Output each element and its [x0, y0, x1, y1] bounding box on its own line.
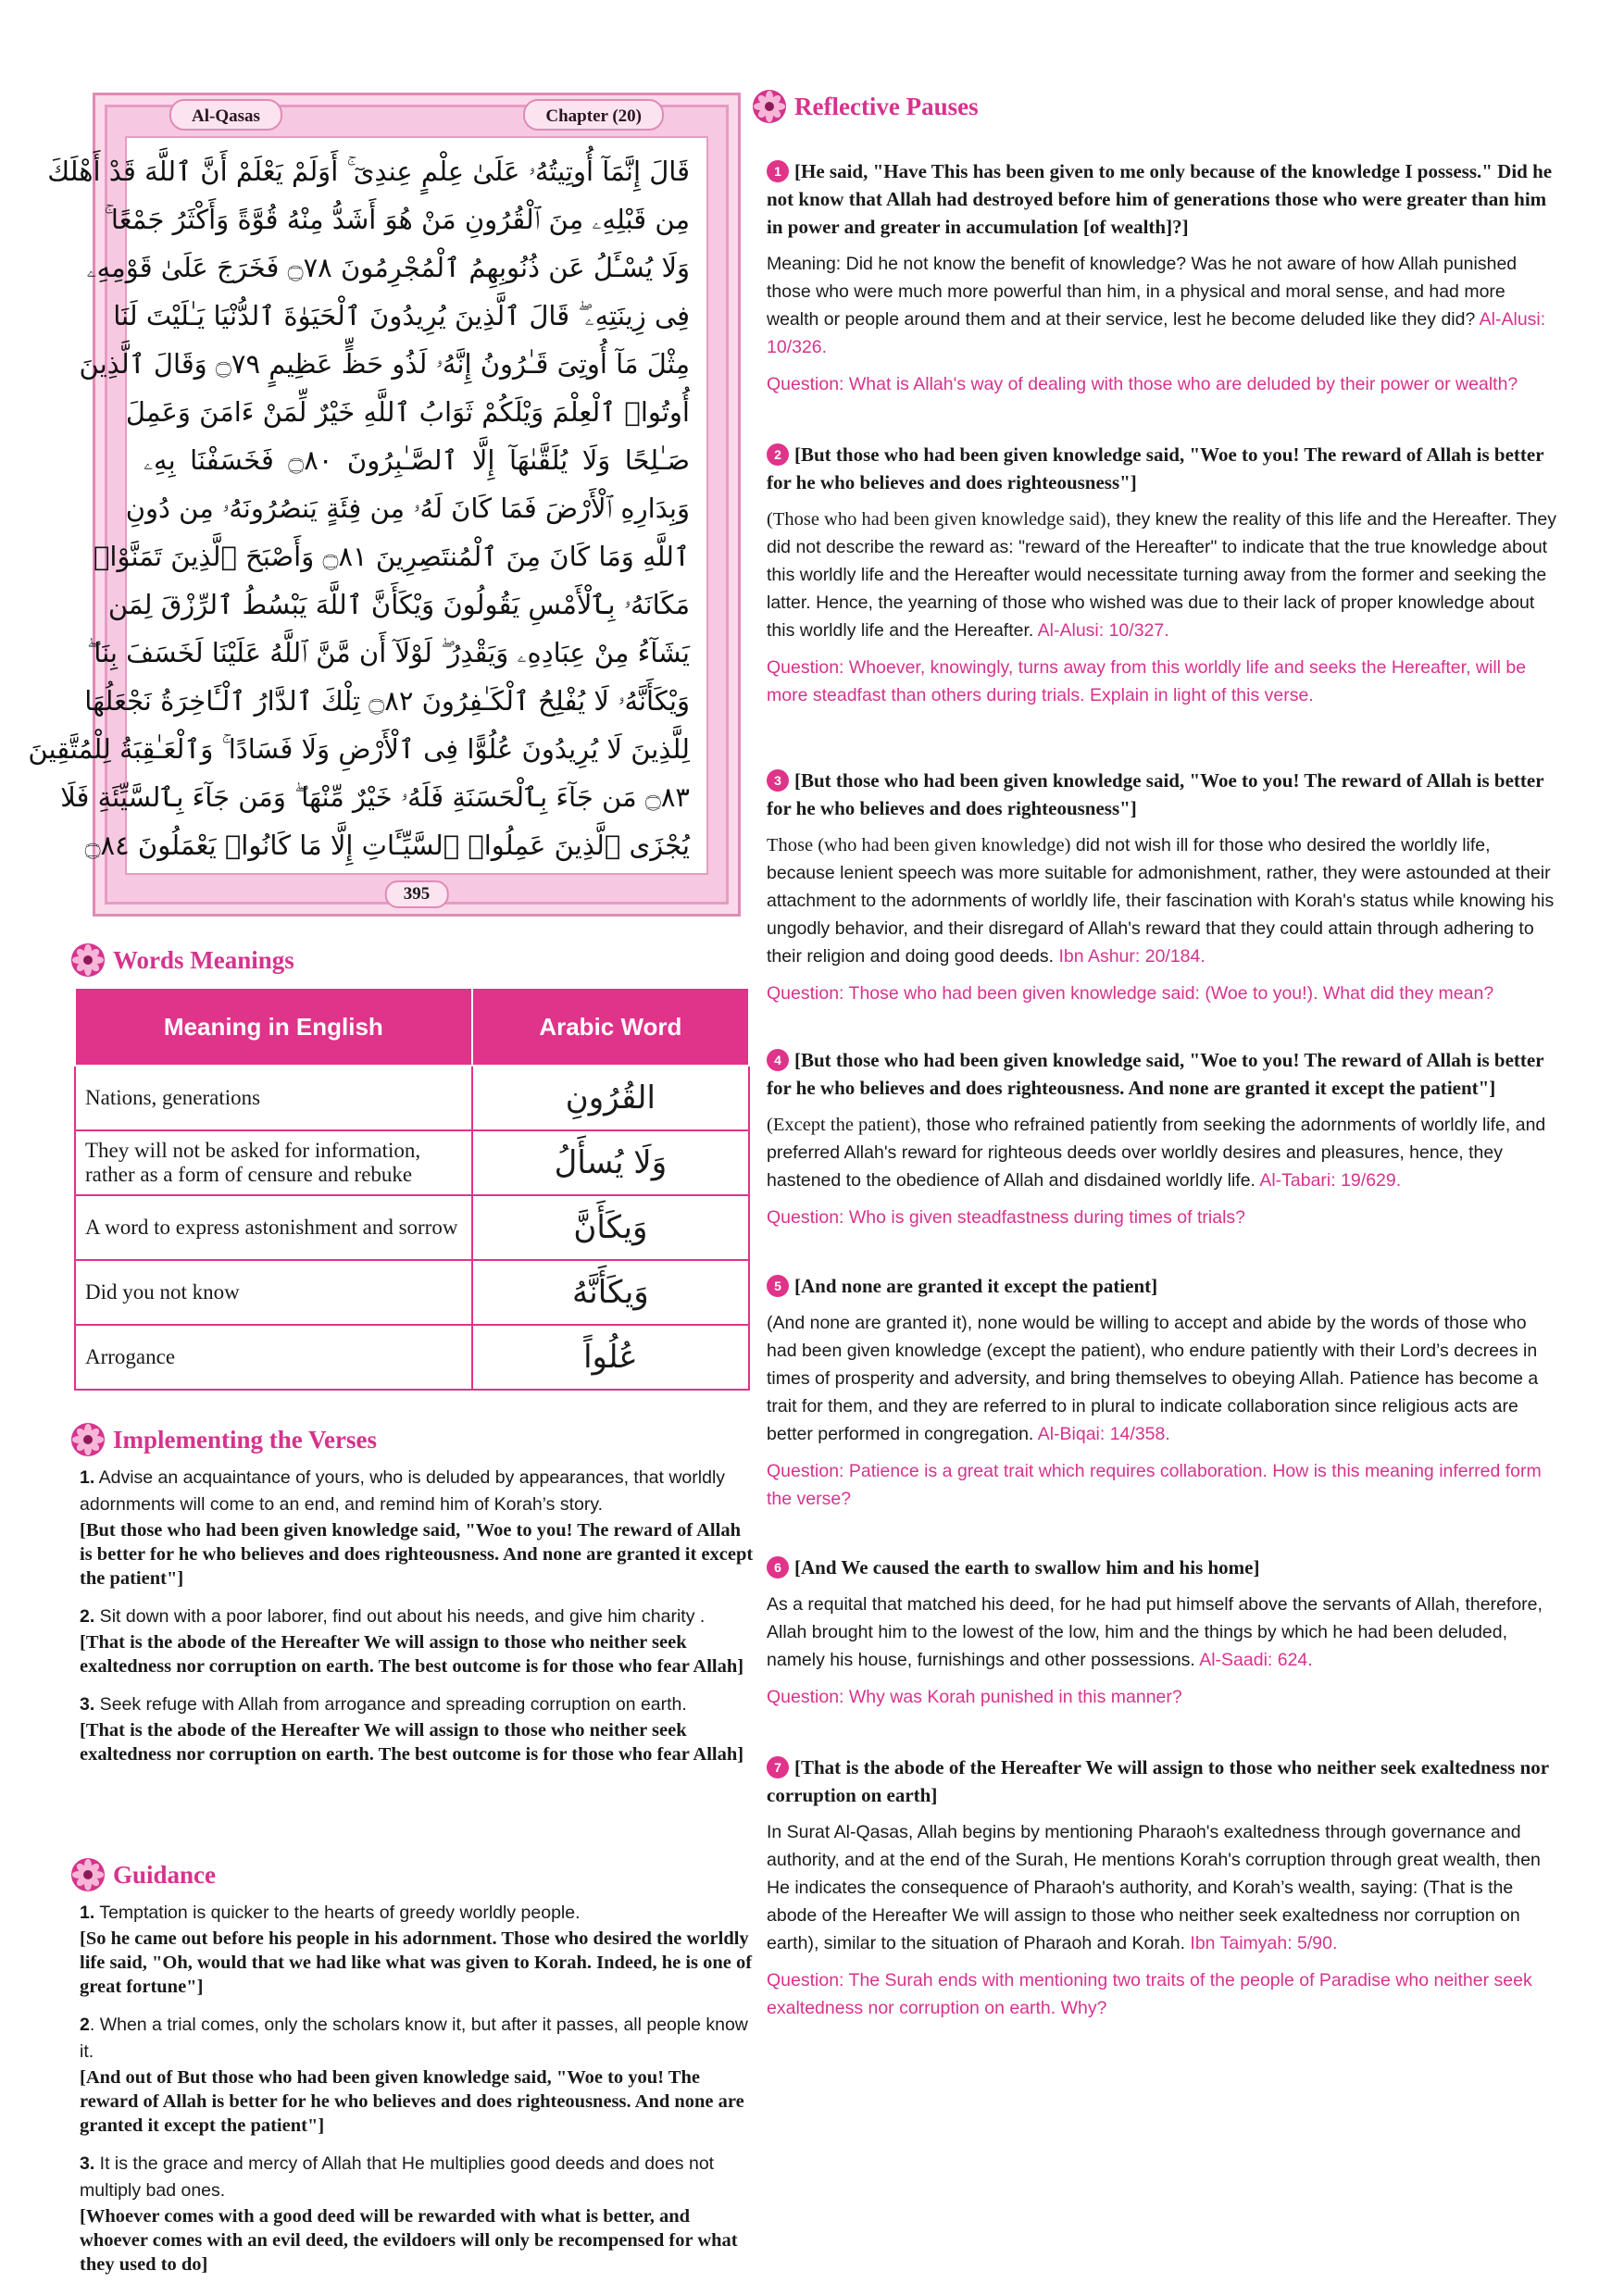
verse-line: مِثْلَ مَآ أُوتِىَ قَـٰرُونُ إِنَّهُۥ لَذُو حَظٍّ عَظِيمٍ ۝٧٩ وَقَالَ ٱلَّذِينَ	[79, 348, 690, 380]
entry-number-badge: 4	[767, 1049, 789, 1071]
entry-question: Question: Who is given steadfastness during times of trials?	[767, 1207, 1245, 1228]
entry-question: Question: What is Allah's way of dealing with those who are deluded by their power or wealth?	[767, 374, 1518, 394]
reflection-entry	[767, 1554, 1558, 1711]
arabic-word-cell: وَيكَأَنَّ	[472, 1195, 749, 1260]
meaning-cell: Arrogance	[75, 1325, 472, 1390]
entry-body: , they knew the reality of this life and the Hereafter. They did not describe the reward as: "reward of the Hereafter" to indicate that the true knowledge about this worldly life and the Hereafter would necessitate turning away from the former and seeking the latter. Hence, the yearning of those who wished was due to their lack of proper knowledge about this worldly life and the Hereafter.	[767, 509, 1556, 641]
header-meaning-english: Meaning in English	[75, 988, 472, 1066]
entry-body: As a requital that matched his deed, for he had put himself above the servants of Allah, therefore, Allah brought him to the lowest of the low, him and the things by which he had been deluded, namely his house, furnishings and other possessions.	[767, 1594, 1543, 1670]
entry-reference: Al-Saadi: 624.	[1199, 1650, 1313, 1670]
entry-question: Question: The Surah ends with mentioning two traits of the people of Paradise who neither seek exaltedness nor corruption on earth. Why?	[767, 1970, 1532, 2018]
item-number: 3.	[80, 2153, 95, 2174]
reflection-entry	[767, 767, 1558, 1007]
item-text: Advise an acquaintance of yours, who is deluded by appearances, that worldly adornments will come to an end, and remind him of Korah’s story.	[80, 1467, 726, 1515]
quran-page-image	[28, 93, 741, 917]
entry-reference: Al-Alusi: 10/327.	[1037, 620, 1169, 641]
verse-line: مَكَانَهُۥ بِٱلْأَمْسِ يَقُولُونَ وَيْكَأَنَّ ٱللَّهَ يَبْسُطُ ٱلرِّزْقَ لِمَن	[107, 589, 690, 620]
item-number: 2	[80, 2015, 90, 2035]
verse-line: قَالَ إِنَّمَآ أُوتِيتُهُۥ عَلَىٰ عِلْمٍ عِندِىٓ ۚ أَوَلَمْ يَعْلَمْ أَنَّ ٱللَّهَ قَدْ أَهْلَكَ	[47, 156, 690, 187]
verse-line: ۝٨٣ مَن جَآءَ بِٱلْحَسَنَةِ فَلَهُۥ خَيْرٌ مِّنْهَا ۖ وَمَن جَآءَ بِٱلسَّيِّئَةِ فَلَا	[60, 781, 690, 813]
item-number: 1.	[80, 1903, 95, 1923]
guidance-list	[80, 1900, 756, 2290]
item-verse: [So he came out before his people in his adornment. Those who desired the worldly life said, "Oh, would that we had like what was given to Korah. Indeed, he is one of great fortune"]	[80, 1928, 753, 1997]
entry-body: did not wish ill for those who desired the worldly life, because lenient speech was more suitable for admonishment, rather, they were astounded at their attachment to the adornments of worldly life, their fascination with Korah's status while knowing his ungodly behavior, and their disregard of Allah's reward that they could attain through adhering to their religion and doing good deeds.	[767, 835, 1555, 967]
item-verse: [That is the abode of the Hereafter We will assign to those who neither seek exaltedness nor corruption on earth. The best outcome is for those who fear Allah]	[80, 1720, 744, 1765]
verse-line: ٱللَّهِ وَمَا كَانَ مِنَ ٱلْمُنتَصِرِينَ ۝٨١ وَأَصْبَحَ ٱلَّذِينَ تَمَنَّوْا۟	[94, 541, 690, 572]
entry-number-badge: 3	[767, 769, 789, 792]
entry-question: Question: Patience is a great trait which requires collaboration. How is this meaning inferred form the verse?	[767, 1461, 1542, 1509]
reflection-entry	[767, 1046, 1558, 1231]
section-title: Words Meanings	[113, 945, 294, 974]
entry-question: Question: Those who had been given knowledge said: (Woe to you!). What did they mean?	[767, 983, 1494, 1004]
entry-number-badge: 7	[767, 1756, 789, 1778]
flower-icon	[70, 1857, 106, 1892]
item-text: Temptation is quicker to the hearts of greedy worldly people.	[94, 1903, 581, 1923]
entry-verse: [But those who had been given knowledge said, "Woe to you! The reward of Allah is better for he who believes and does righteousness"]	[767, 769, 1544, 819]
entry-body-quote: Those (who had been given knowledge)	[767, 835, 1071, 855]
entry-number-badge: 6	[767, 1556, 789, 1578]
entry-body: Meaning: Did he not know the benefit of knowledge? Was he not aware of how Allah punished those who were much more powerful than him, in a physical and moral sense, and had more wealth or people around them and at their service, lest he become deluded like they did?	[767, 254, 1518, 330]
meaning-cell: Did you not know	[75, 1260, 472, 1325]
item-text: . When a trial comes, only the scholars know it, but after it passes, all people know it.	[80, 2015, 748, 2062]
table-row	[75, 1195, 749, 1260]
verse-line: فِى زِينَتِهِۦ ۖ قَالَ ٱلَّذِينَ يُرِيدُونَ ٱلْحَيَوٰةَ ٱلدُّنْيَا يَـٰلَيْتَ لَنَا	[113, 300, 690, 331]
reflection-entry	[767, 441, 1558, 709]
item-verse: [But those who had been given knowledge said, "Woe to you! The reward of Allah is better for he who believes and does righteousness. And none are granted it except the patient"]	[80, 1520, 754, 1589]
guidance-heading	[70, 1857, 216, 1892]
entry-reference: Al-Tabari: 19/629.	[1259, 1170, 1402, 1191]
entry-verse: [But those who had been given knowledge said, "Woe to you! The reward of Allah is better for he who believes and does righteousness"]	[767, 443, 1544, 493]
implementing-list	[80, 1465, 756, 1779]
verse-line: أُوتُوا۟ ٱلْعِلْمَ وَيْلَكُمْ ثَوَابُ ٱللَّهِ خَيْرٌ لِّمَنْ ءَامَنَ وَعَمِلَ	[125, 396, 690, 428]
item-verse: [And out of But those who had been given knowledge said, "Woe to you! The reward of Allah is better for he who believes and does righteousness. And none are granted it except the patient"]	[80, 2067, 744, 2136]
entry-number-badge: 2	[767, 443, 789, 466]
arabic-word-cell: وَلَا يُسأَلُ	[472, 1130, 749, 1195]
verse-line: وَبِدَارِهِ ٱلْأَرْضَ فَمَا كَانَ لَهُۥ مِن فِئَةٍ يَنصُرُونَهُۥ مِن دُونِ	[125, 493, 690, 524]
list-item	[80, 1603, 756, 1678]
verse-line: يُجْزَى ٱلَّذِينَ عَمِلُوا۟ ٱلسَّيِّـَٔاتِ إِلَّا مَا كَانُوا۟ يَعْمَلُونَ ۝٨٤	[84, 830, 690, 861]
reflection-entry	[767, 157, 1558, 398]
surah-name-label: Al-Qasas	[169, 99, 282, 131]
entry-number-badge: 1	[767, 160, 789, 182]
verse-line: وَلَا يُسْـَٔلُ عَن ذُنُوبِهِمُ ٱلْمُجْرِمُونَ ۝٧٨ فَخَرَجَ عَلَىٰ قَوْمِهِۦ	[86, 252, 690, 283]
flower-icon	[70, 942, 106, 978]
entry-body-quote: (Those who had been given knowledge said)	[767, 509, 1106, 530]
list-item	[80, 2151, 756, 2277]
verse-line: يَشَآءُ مِنْ عِبَادِهِۦ وَيَقْدِرُ ۖ لَوْلَآ أَن مَّنَّ ٱللَّهُ عَلَيْنَا لَخَسَفَ بِنَا ۖ	[87, 637, 690, 668]
table-row	[75, 1130, 749, 1195]
entry-body: , those who refrained patiently from seeking the adornments of worldly life, and preferred Allah's reward for righteous deeds over worldly desires and pleasures, hence, they hastened to the obedience of Allah and disdained worldly life.	[767, 1115, 1546, 1191]
verse-line: لِلَّذِينَ لَا يُرِيدُونَ عُلُوًّا فِى ٱلْأَرْضِ وَلَا فَسَادًا ۚ وَٱلْعَـٰقِبَةُ لِلْمُتَّقِينَ	[28, 733, 690, 765]
entry-verse: [That is the abode of the Hereafter We will assign to those who neither seek exaltedness nor corruption on earth]	[767, 1756, 1549, 1806]
meaning-cell: Nations, generations	[75, 1066, 472, 1130]
flower-icon	[70, 1422, 106, 1457]
entry-question: Question: Why was Korah punished in this manner?	[767, 1687, 1182, 1707]
arabic-word-cell: عُلُواً	[472, 1325, 749, 1390]
page-number: 395	[385, 880, 449, 908]
meaning-cell: A word to express astonishment and sorrow	[75, 1195, 472, 1260]
item-number: 2.	[80, 1606, 95, 1627]
entry-reference: Al-Biqai: 14/358.	[1037, 1424, 1170, 1444]
item-verse: [That is the abode of the Hereafter We will assign to those who neither seek exaltedness nor corruption on earth. The best outcome is for those who fear Allah]	[80, 1632, 744, 1677]
meaning-cell: They will not be asked for information, rather as a form of censure and rebuke	[75, 1130, 472, 1195]
entry-body: (And none are granted it), none would be willing to accept and abide by the words of those who had been given knowledge (except the patient), who endure patiently with their Lord’s decrees in times of prosperity and adversity, and bring themselves to obeying Allah. Patience has become a trait for them, and they are referred to in plural to indicate collaboration since religious acts are better performed in congregation.	[767, 1313, 1539, 1444]
entry-reference: Ibn Taimyah: 5/90.	[1190, 1933, 1338, 1953]
entry-body-quote: (Except the patient)	[767, 1115, 917, 1135]
verse-line: وَيْكَأَنَّهُۥ لَا يُفْلِحُ ٱلْكَـٰفِرُونَ ۝٨٢ تِلْكَ ٱلدَّارُ ٱلْـَٔاخِرَةُ نَجْعَلُهَا	[84, 685, 690, 717]
table-row	[75, 1325, 749, 1390]
entry-reference: Al-Alusi: 10/326.	[767, 309, 1546, 357]
item-verse: [Whoever comes with a good deed will be rewarded with what is better, and whoever comes with an evil deed, the evildoers will only be recompensed for what they used to do]	[80, 2206, 738, 2275]
verse-line: مِن قَبْلِهِۦ مِنَ ٱلْقُرُونِ مَنْ هُوَ أَشَدُّ مِنْهُ قُوَّةً وَأَكْثَرُ جَمْعًا ۚ	[104, 204, 690, 235]
list-item	[80, 1465, 756, 1591]
entry-question: Question: Whoever, knowingly, turns away from this worldly life and seeks the Hereafter, will be more steadfast than others during trials. Explain in light of this verse.	[767, 657, 1527, 705]
section-title: Implementing the Verses	[113, 1425, 377, 1454]
entry-verse: [And We caused the earth to swallow him and his home]	[794, 1556, 1260, 1578]
verse-line: صَـٰلِحًا وَلَا يُلَقَّىٰهَآ إِلَّا ٱلصَّـٰبِرُونَ ۝٨٠ فَخَسَفْنَا بِهِۦ	[144, 444, 690, 476]
item-number: 1.	[80, 1467, 95, 1488]
item-text: Seek refuge with Allah from arrogance and spreading corruption on earth.	[94, 1694, 687, 1715]
section-title: Reflective Pauses	[794, 92, 979, 120]
list-item	[80, 1691, 756, 1766]
entry-number-badge: 5	[767, 1275, 789, 1297]
table-row	[75, 1260, 749, 1325]
chapter-label: Chapter (20)	[523, 99, 664, 131]
arabic-word-cell: القُرُونِ	[472, 1066, 749, 1130]
reflection-entry	[767, 1272, 1558, 1513]
entry-reference: Ibn Ashur: 20/184.	[1058, 946, 1206, 967]
item-text: Sit down with a poor laborer, find out about his needs, and give him charity .	[94, 1606, 706, 1627]
words-meanings-table	[74, 987, 750, 1391]
verse-text-area	[28, 136, 708, 875]
item-number: 3.	[80, 1694, 95, 1715]
header-arabic-word: Arabic Word	[472, 988, 749, 1066]
words-meanings-heading	[70, 942, 294, 978]
entry-verse: [But those who had been given knowledge said, "Woe to you! The reward of Allah is better for he who believes and does righteousness. And none are granted it except the patient"]	[767, 1049, 1544, 1099]
flower-icon	[752, 89, 787, 124]
table-header-row	[75, 988, 749, 1066]
reflection-entry	[767, 1753, 1558, 2022]
item-text: It is the grace and mercy of Allah that He multiplies good deeds and does not multiply bad ones.	[80, 2153, 715, 2201]
entry-verse: [He said, "Have This has been given to me only because of the knowledge I possess." Did he not know that Allah had destroyed before him of generations those who were greater than him in power and greater in accumulation [of wealth]?]	[767, 160, 1553, 238]
arabic-word-cell: وَيكَأَنَّهُ	[472, 1260, 749, 1325]
reflective-pauses-heading	[752, 89, 979, 124]
entry-verse: [And none are granted it except the patient]	[794, 1275, 1158, 1297]
implementing-heading	[70, 1422, 377, 1457]
list-item	[80, 2012, 756, 2138]
entry-body: In Surat Al-Qasas, Allah begins by mentioning Pharaoh's exaltedness through governance and authority, and at the end of the Surah, He mentions Korah's corruption through great wealth, then He indicates the consequence of Pharaoh's authority, and Korah’s wealth, saying: (That is the abode of the Hereafter We will assign to those who neither seek exaltedness nor corruption on earth), similar to the situation of Pharaoh and Korah.	[767, 1822, 1541, 1953]
reflective-entries	[767, 157, 1558, 2022]
list-item	[80, 1900, 756, 1999]
table-row	[75, 1066, 749, 1130]
section-title: Guidance	[113, 1860, 217, 1889]
